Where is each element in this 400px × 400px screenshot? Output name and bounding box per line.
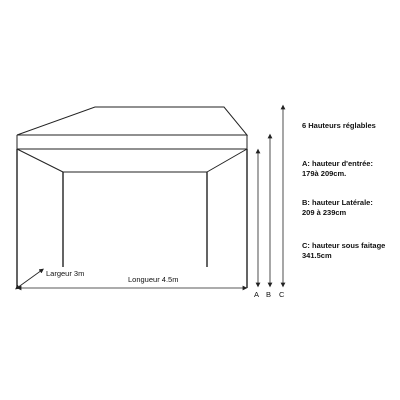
height-arrows (258, 107, 283, 285)
tent-legs (17, 149, 247, 288)
tent-roof (17, 107, 247, 172)
length-label: Longueur 4.5m (128, 275, 179, 284)
notes-heading: 6 Hauteurs réglables (302, 121, 376, 130)
note-b-line2: 209 à 239cm (302, 208, 347, 217)
height-letter-b: B (266, 290, 272, 299)
width-dimension-line (17, 270, 42, 288)
note-c-line1: C: hauteur sous faitage (302, 241, 386, 250)
width-label: Largeur 3m (46, 269, 85, 278)
note-a-line2: 179à 209cm. (302, 169, 347, 178)
height-letter-c: C (279, 290, 285, 299)
note-c-line2: 341.5cm (302, 251, 332, 260)
note-b-line1: B: hauteur Latérale: (302, 198, 373, 207)
height-letter-a: A (254, 290, 260, 299)
note-a-line1: A: hauteur d'entrée: (302, 159, 373, 168)
